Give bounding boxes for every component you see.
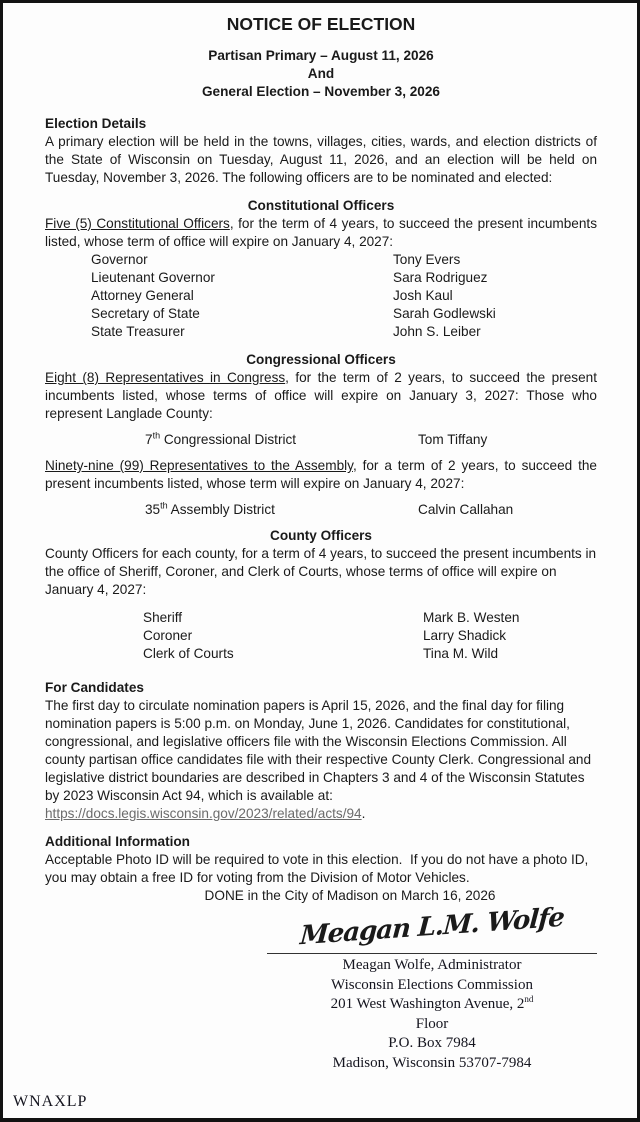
signature-script: Meagan L.M. Wolfe bbox=[299, 902, 565, 952]
section-congressional bbox=[45, 351, 597, 519]
table-row bbox=[45, 609, 597, 627]
page-title: NOTICE OF ELECTION bbox=[226, 14, 416, 34]
ordinal-suffix: th bbox=[152, 430, 161, 441]
additional-information-heading: Additional Information bbox=[45, 834, 190, 849]
incumbent-name: Mark B. Westen bbox=[423, 610, 520, 625]
office-name: Lieutenant Governor bbox=[91, 270, 215, 285]
table-row bbox=[45, 287, 597, 305]
assembly-intro bbox=[45, 457, 597, 493]
signature-block bbox=[267, 956, 597, 1073]
table-row bbox=[45, 431, 597, 449]
section-county bbox=[45, 527, 597, 663]
subtitle-and: And bbox=[307, 66, 335, 81]
table-row bbox=[45, 323, 597, 341]
county-intro: County Officers for each county, for a term of 4 years, to succeed the present incumbents in the office of Sheriff, Coroner, and Clerk of Courts, whose terms of office will expire on January 4, 2027: bbox=[45, 546, 597, 597]
wnaxlp-legal-mark: WNAXLP bbox=[13, 1093, 88, 1110]
incumbent-name: Josh Kaul bbox=[393, 288, 453, 303]
election-details-heading: Election Details bbox=[45, 116, 147, 131]
assembly-intro-rest: , for a term of 2 years, to succeed the present incumbents listed, whose term will expire on January 4, 2027: bbox=[45, 458, 597, 491]
section-for-candidates bbox=[45, 679, 597, 823]
subtitle-general-date: General Election – November 3, 2026 bbox=[201, 84, 440, 99]
signatory-po-box: P.O. Box 7984 bbox=[388, 1035, 476, 1051]
table-row bbox=[45, 645, 597, 663]
incumbent-name: Larry Shadick bbox=[423, 628, 507, 643]
table-row bbox=[45, 269, 597, 287]
office-name: Coroner bbox=[143, 628, 193, 643]
election-details-body: A primary election will be held in the towns, villages, cities, wards, and election districts of the State of Wisconsin on Tuesday, August 11, 2026, and an election will be held on Tuesday, November 3, 2026. The following officers are to be nominated and elected: bbox=[45, 134, 597, 185]
incumbent-name: Tony Evers bbox=[393, 252, 461, 267]
ordinal-suffix: nd bbox=[524, 994, 534, 1004]
district-name: 7th Congressional District bbox=[145, 430, 297, 447]
constitutional-officer-list bbox=[45, 251, 597, 341]
assembly-intro-underlined: Ninety-nine (99) Representatives to the Assembly bbox=[45, 458, 353, 473]
constitutional-intro-rest: , for the term of 4 years, to succeed the present incumbents listed, whose term of office will expire on January 4, 2027: bbox=[45, 216, 597, 249]
done-line: DONE in the City of Madison on March 16, 2026 bbox=[204, 888, 496, 903]
for-candidates-text-after: . bbox=[361, 806, 366, 821]
congressional-intro-underlined: Eight (8) Representatives in Congress bbox=[45, 370, 286, 385]
for-candidates-heading: For Candidates bbox=[45, 680, 144, 695]
office-name: Governor bbox=[91, 252, 148, 267]
for-candidates-text: The first day to circulate nomination papers is April 15, 2026, and the final day for filing nomination papers is 5:00 p.m. on Monday, June 1, 2026. Candidates for constitutional, congressional, and legislative officers file with the Wisconsin Elections Commission. All county partisan office candidates file with their respective County Clerk. Congressional and legislative district boundaries are described in Chapters 3 and 4 of the Wisconsin Statutes by 2023 Wisconsin Act 94, which is available at: bbox=[45, 698, 592, 803]
section-constitutional bbox=[45, 197, 597, 341]
subtitle-block bbox=[45, 47, 597, 101]
incumbent-name: Tom Tiffany bbox=[418, 432, 488, 447]
signature-area bbox=[45, 902, 597, 1073]
signatory-city: Madison, Wisconsin 53707-7984 bbox=[332, 1054, 532, 1071]
signatory-address: 201 West Washington Avenue, 2nd bbox=[330, 994, 534, 1012]
signatory-org: Wisconsin Elections Commission bbox=[331, 976, 533, 993]
section-election-details bbox=[45, 115, 597, 187]
table-row bbox=[45, 305, 597, 323]
additional-information-body: Acceptable Photo ID will be required to vote in this election. If you do not have a photo ID, you may obtain a free ID for voting from the Division of Motor Vehicles. bbox=[45, 852, 589, 885]
incumbent-name: Sarah Godlewski bbox=[393, 306, 496, 321]
incumbent-name: Sara Rodriguez bbox=[393, 270, 488, 285]
table-row bbox=[45, 501, 597, 519]
ordinal-suffix: th bbox=[160, 500, 168, 511]
table-row bbox=[45, 251, 597, 269]
county-officer-list bbox=[45, 609, 597, 663]
incumbent-name: Tina M. Wild bbox=[423, 646, 499, 661]
congressional-intro bbox=[45, 369, 597, 423]
constitutional-intro bbox=[45, 215, 597, 251]
constitutional-heading: Constitutional Officers bbox=[247, 198, 395, 213]
office-name: Attorney General bbox=[91, 288, 194, 303]
office-name: State Treasurer bbox=[91, 324, 185, 339]
county-heading: County Officers bbox=[270, 528, 372, 543]
table-row bbox=[45, 627, 597, 645]
incumbent-name: John S. Leiber bbox=[393, 324, 481, 339]
incumbent-name: Calvin Callahan bbox=[418, 502, 514, 517]
signatory-name-title: Meagan Wolfe, Administrator bbox=[342, 957, 522, 973]
office-name: Secretary of State bbox=[91, 306, 200, 321]
statutes-link[interactable]: https://docs.legis.wisconsin.gov/2023/related/acts/94 bbox=[45, 806, 362, 821]
subtitle-primary-date: Partisan Primary – August 11, 2026 bbox=[208, 48, 434, 63]
district-name: 35th Assembly District bbox=[145, 500, 275, 517]
constitutional-intro-underlined: Five (5) Constitutional Officers bbox=[45, 216, 230, 231]
office-name: Sheriff bbox=[143, 610, 183, 625]
for-candidates-body bbox=[45, 697, 597, 823]
section-additional-information bbox=[45, 833, 597, 905]
office-name: Clerk of Courts bbox=[143, 646, 234, 661]
congressional-intro-rest: , for the term of 2 years, to succeed the present incumbents listed, whose terms of office will expire on January 3, 2027: Those who represent Langlade County: bbox=[45, 370, 597, 421]
congressional-heading: Congressional Officers bbox=[246, 352, 396, 367]
signatory-address-floor: Floor bbox=[415, 1015, 449, 1032]
